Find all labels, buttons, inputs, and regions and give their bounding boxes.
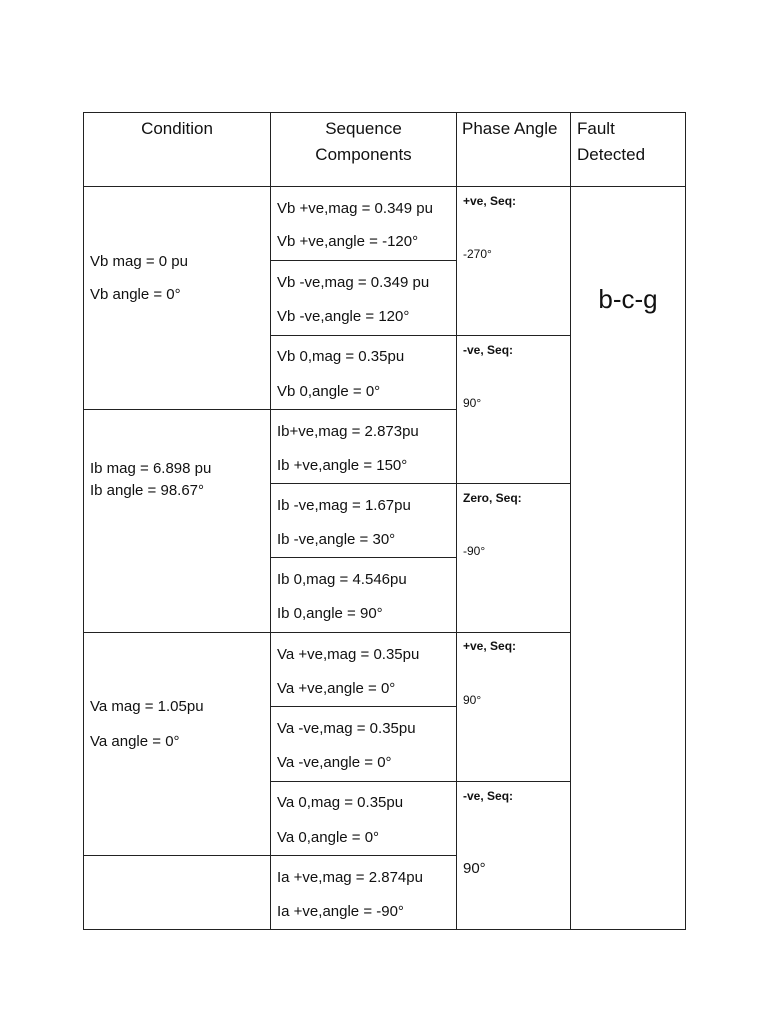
- phase-angle-value: 90°: [463, 860, 486, 877]
- sequence-angle: Vb +ve,angle = -120°: [277, 233, 419, 250]
- sequence-angle: Ib -ve,angle = 30°: [277, 531, 396, 548]
- sequence-row-divider: [270, 706, 457, 707]
- phase-angle-value: -90°: [463, 544, 486, 558]
- phase-angle-label: +ve, Seq:: [463, 639, 517, 653]
- condition-row-divider: [83, 855, 271, 856]
- phase-angle-label: -ve, Seq:: [463, 789, 514, 803]
- sequence-row-divider: [270, 260, 457, 261]
- col-divider-1: [270, 112, 271, 930]
- condition-line2: Vb angle = 0°: [90, 286, 181, 303]
- header-fault-line2: Detected: [577, 145, 646, 164]
- sequence-angle: Va -ve,angle = 0°: [277, 754, 392, 771]
- sequence-angle: Ib 0,angle = 90°: [277, 605, 383, 622]
- sequence-mag: Ib 0,mag = 4.546pu: [277, 571, 407, 588]
- sequence-angle: Ia +ve,angle = -90°: [277, 903, 404, 920]
- phase-angle-value: 90°: [463, 396, 482, 410]
- sequence-mag: Vb +ve,mag = 0.349 pu: [277, 200, 433, 217]
- header-condition: Condition: [141, 119, 213, 138]
- table-border-bottom: [83, 929, 686, 930]
- header-fault-line1: Fault: [577, 119, 615, 138]
- phase-row-divider: [456, 781, 571, 782]
- sequence-row-divider: [270, 409, 457, 410]
- sequence-angle: Vb 0,angle = 0°: [277, 383, 381, 400]
- condition-line1: Ib mag = 6.898 pu: [90, 460, 212, 477]
- fault-detected-value: b-c-g: [598, 284, 658, 314]
- sequence-row-divider: [270, 855, 457, 856]
- condition-line1: Vb mag = 0 pu: [90, 253, 188, 270]
- sequence-row-divider: [270, 483, 457, 484]
- sequence-row-divider: [270, 781, 457, 782]
- header-sequence-line2: Components: [315, 145, 412, 164]
- sequence-mag: Vb 0,mag = 0.35pu: [277, 348, 405, 365]
- table-border-left: [83, 112, 84, 930]
- header-sequence-line1: Sequence: [325, 119, 402, 138]
- sequence-mag: Ib+ve,mag = 2.873pu: [277, 423, 419, 440]
- sequence-mag: Ia +ve,mag = 2.874pu: [277, 869, 423, 886]
- sequence-angle: Ib +ve,angle = 150°: [277, 457, 408, 474]
- header-phase-angle: Phase Angle: [462, 119, 558, 138]
- sequence-row-divider: [270, 335, 457, 336]
- sequence-mag: Vb -ve,mag = 0.349 pu: [277, 274, 430, 291]
- col-divider-2: [456, 112, 457, 930]
- phase-angle-value: 90°: [463, 693, 482, 707]
- phase-angle-label: Zero, Seq:: [463, 491, 522, 505]
- sequence-angle: Vb -ve,angle = 120°: [277, 308, 410, 325]
- phase-angle-label: -ve, Seq:: [463, 343, 514, 357]
- phase-row-divider: [456, 335, 571, 336]
- condition-line1: Va mag = 1.05pu: [90, 698, 204, 715]
- sequence-angle: Va 0,angle = 0°: [277, 829, 380, 846]
- condition-line2: Va angle = 0°: [90, 733, 180, 750]
- phase-angle-value: -270°: [463, 247, 492, 261]
- sequence-mag: Ib -ve,mag = 1.67pu: [277, 497, 411, 514]
- phase-angle-label: +ve, Seq:: [463, 194, 517, 208]
- condition-row-divider: [83, 632, 271, 633]
- sequence-row-divider: [270, 557, 457, 558]
- table-border-top: [83, 112, 686, 113]
- sequence-mag: Va 0,mag = 0.35pu: [277, 794, 404, 811]
- condition-line2: Ib angle = 98.67°: [90, 482, 205, 499]
- sequence-mag: Va +ve,mag = 0.35pu: [277, 646, 420, 663]
- phase-row-divider: [456, 483, 571, 484]
- phase-row-divider: [456, 632, 571, 633]
- condition-row-divider: [83, 409, 271, 410]
- sequence-row-divider: [270, 632, 457, 633]
- table-border-right: [685, 112, 686, 930]
- col-divider-3: [570, 112, 571, 930]
- sequence-mag: Va -ve,mag = 0.35pu: [277, 720, 416, 737]
- header-divider: [83, 186, 686, 187]
- sequence-angle: Va +ve,angle = 0°: [277, 680, 396, 697]
